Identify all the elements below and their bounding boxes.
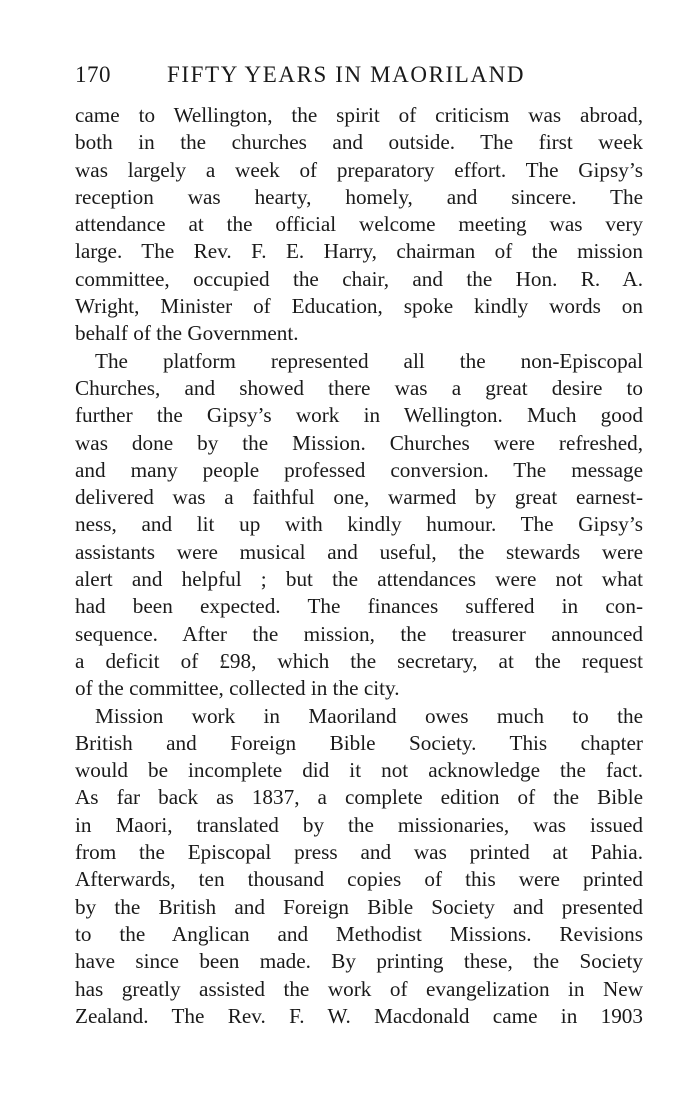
text-line: from the Episcopal press and was printed at Pahia. [75,840,643,865]
text-line: would be incomplete did it not acknowledge the fact. [75,758,643,783]
text-line: came to Wellington, the spirit of criticism was abroad, [75,103,643,127]
text-line: behalf of the Government. [75,321,299,346]
text-line: assistants were musical and useful, the stewards were [75,539,643,564]
text-line: have since been made. By printing these, the Society [75,949,643,974]
text-line: to the Anglican and Methodist Missions. Revisions [75,921,643,946]
text-line: reception was hearty, homely, and sincere. The [75,184,643,209]
text-line: sequence. After the mission, the treasurer announced [75,621,643,646]
text-line: by the British and Foreign Bible Society and presented [75,894,643,919]
text-line: both in the churches and outside. The first week [75,130,643,155]
text-line: of the committee, collected in the city. [75,676,400,701]
text-line: and many people professed conversion. The message [75,457,643,482]
page-number: 170 [75,62,111,87]
running-head [75,62,643,102]
text-line: committee, occupied the chair, and the Hon. R. A. [75,266,643,291]
text-line: British and Foreign Bible Society. This chapter [75,730,643,755]
paragraph [75,703,643,1031]
text-line: has greatly assisted the work of evangelization in New [75,976,643,1001]
body-text [75,102,643,1030]
text-line: Mission work in Maoriland owes much to the [95,703,643,728]
text-line: Zealand. The Rev. F. W. Macdonald came in 1903 [75,1003,643,1028]
text-line: attendance at the official welcome meeting was very [75,212,643,237]
text-line: Churches, and showed there was a great desire to [75,375,643,400]
text-line: Afterwards, ten thousand copies of this were printed [75,867,643,892]
text-line: Wright, Minister of Education, spoke kindly words on [75,294,643,319]
paragraph [75,102,643,348]
book-title: FIFTY YEARS IN MAORILAND [167,62,526,87]
text-line: alert and helpful ; but the attendances were not what [75,567,643,592]
text-line: in Maori, translated by the missionaries, was issued [75,812,643,837]
book-page [75,62,643,1030]
paragraph [75,348,643,703]
text-line: was largely a week of preparatory effort. The Gipsy’s [75,157,643,182]
text-line: large. The Rev. F. E. Harry, chairman of the mission [75,239,643,264]
text-line: had been expected. The finances suffered in con- [75,594,643,619]
text-line: a deficit of £98, which the secretary, at the request [75,648,643,673]
text-line: ness, and lit up with kindly humour. The Gipsy’s [75,512,643,537]
text-line: delivered was a faithful one, warmed by great earnest- [75,485,643,510]
text-line: The platform represented all the non-Episcopal [95,348,643,373]
text-line: was done by the Mission. Churches were refreshed, [75,430,643,455]
text-line: further the Gipsy’s work in Wellington. Much good [75,403,643,428]
text-line: As far back as 1837, a complete edition of the Bible [75,785,643,810]
